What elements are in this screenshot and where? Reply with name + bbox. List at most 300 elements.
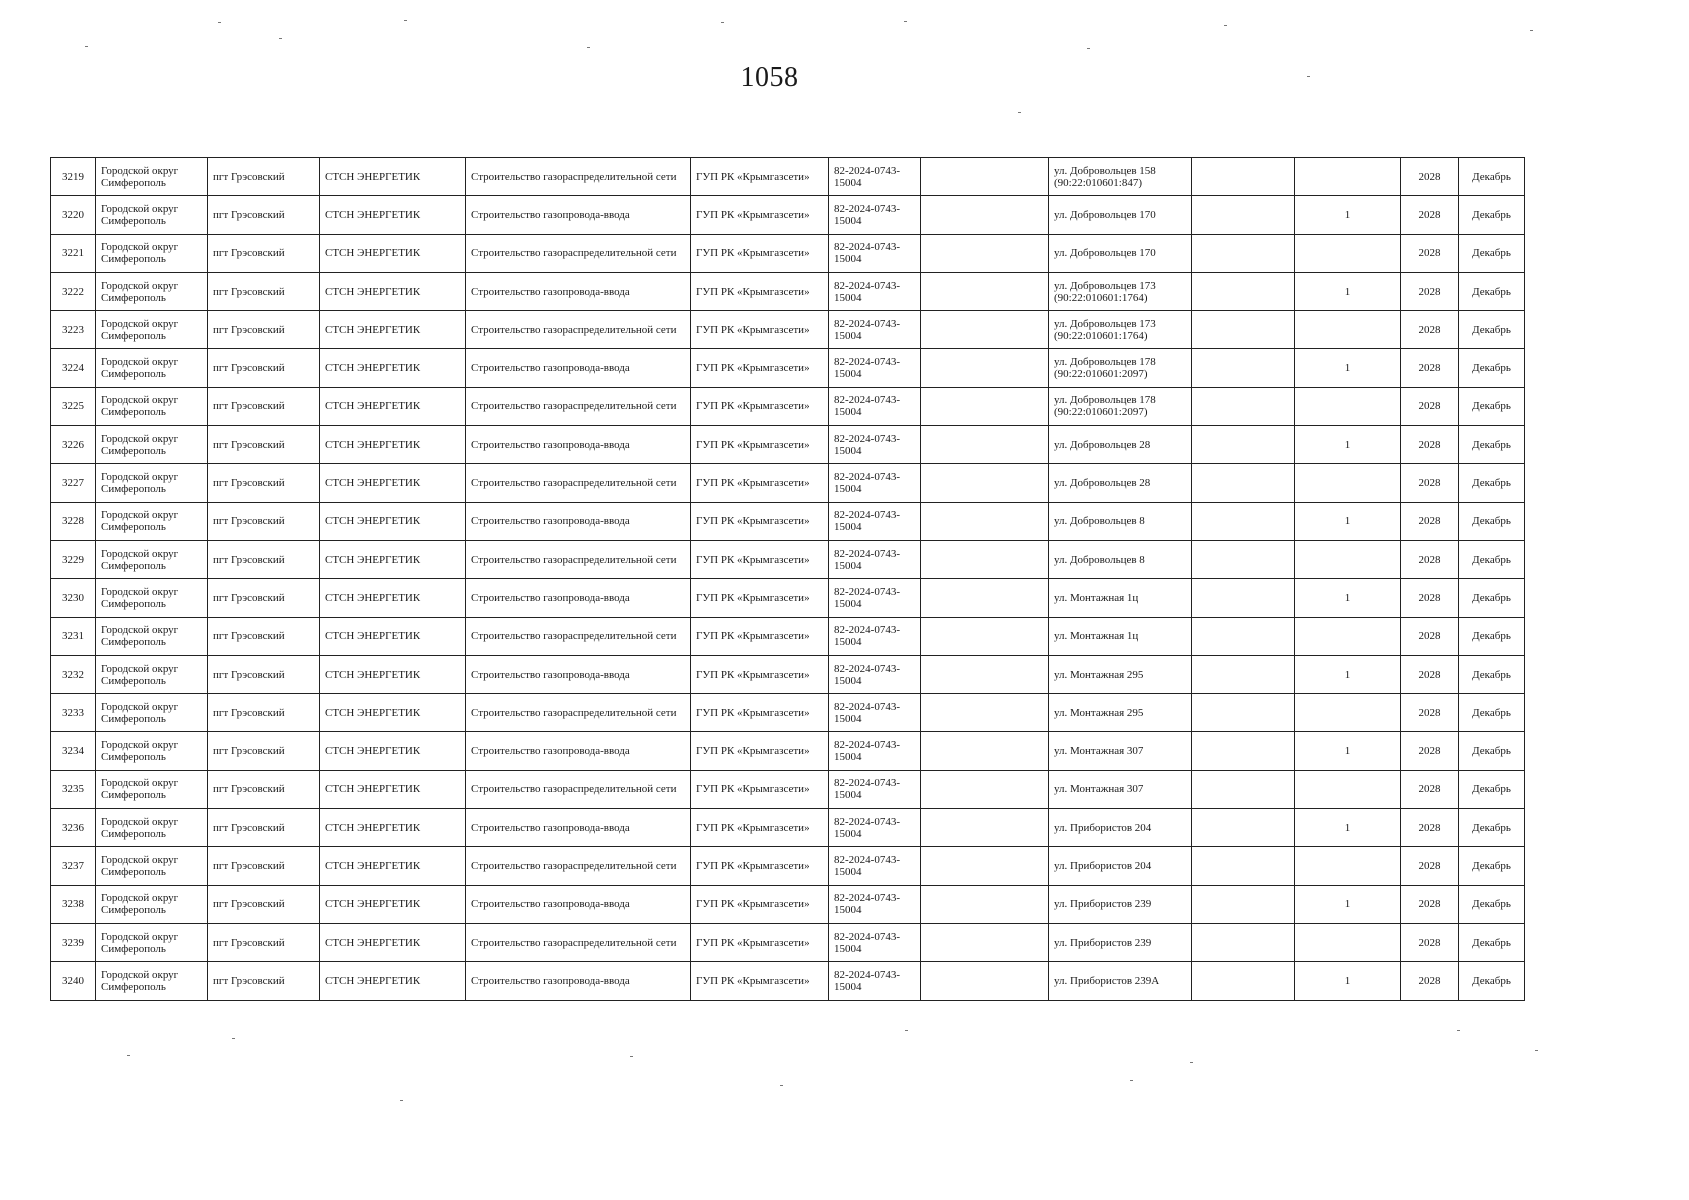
settlement-cell: пгт Грэсовский — [208, 502, 320, 540]
empty-cell — [921, 885, 1049, 923]
address-cell: ул. Монтажная 1ц — [1049, 579, 1192, 617]
scan-speck — [85, 46, 88, 47]
district-cell: Городской округ Симферополь — [96, 770, 208, 808]
work-type-cell: Строительство газопровода-ввода — [466, 349, 691, 387]
quantity-cell: 1 — [1295, 809, 1401, 847]
row-number: 3235 — [51, 770, 96, 808]
table-row — [51, 923, 1525, 961]
empty-cell — [1192, 809, 1295, 847]
settlement-cell: пгт Грэсовский — [208, 464, 320, 502]
empty-cell — [1192, 655, 1295, 693]
row-number: 3232 — [51, 655, 96, 693]
quantity-cell — [1295, 617, 1401, 655]
empty-cell — [921, 617, 1049, 655]
quantity-cell: 1 — [1295, 426, 1401, 464]
executor-cell: ГУП РК «Крымгазсети» — [691, 387, 829, 425]
empty-cell — [921, 311, 1049, 349]
executor-cell: ГУП РК «Крымгазсети» — [691, 196, 829, 234]
project-code-cell: 82-2024-0743-15004 — [829, 502, 921, 540]
settlement-cell: пгт Грэсовский — [208, 923, 320, 961]
empty-cell — [1192, 502, 1295, 540]
empty-cell — [1192, 962, 1295, 1000]
registry-table — [50, 157, 1525, 1001]
year-cell: 2028 — [1401, 962, 1459, 1000]
row-number: 3221 — [51, 234, 96, 272]
project-code-cell: 82-2024-0743-15004 — [829, 464, 921, 502]
empty-cell — [1192, 617, 1295, 655]
year-cell: 2028 — [1401, 464, 1459, 502]
district-cell: Городской округ Симферополь — [96, 426, 208, 464]
settlement-cell: пгт Грэсовский — [208, 885, 320, 923]
quantity-cell: 1 — [1295, 655, 1401, 693]
district-cell: Городской округ Симферополь — [96, 617, 208, 655]
empty-cell — [921, 962, 1049, 1000]
address-cell: ул. Монтажная 1ц — [1049, 617, 1192, 655]
quantity-cell — [1295, 464, 1401, 502]
month-cell: Декабрь — [1459, 579, 1525, 617]
executor-cell: ГУП РК «Крымгазсети» — [691, 311, 829, 349]
district-cell: Городской округ Симферополь — [96, 923, 208, 961]
executor-cell: ГУП РК «Крымгазсети» — [691, 234, 829, 272]
organization-cell: СТСН ЭНЕРГЕТИК — [320, 617, 466, 655]
district-cell: Городской округ Симферополь — [96, 579, 208, 617]
organization-cell: СТСН ЭНЕРГЕТИК — [320, 311, 466, 349]
empty-cell — [921, 809, 1049, 847]
scan-speck — [400, 1100, 403, 1101]
empty-cell — [921, 234, 1049, 272]
month-cell: Декабрь — [1459, 770, 1525, 808]
empty-cell — [1192, 732, 1295, 770]
scan-speck — [279, 38, 282, 39]
project-code-cell: 82-2024-0743-15004 — [829, 426, 921, 464]
work-type-cell: Строительство газораспределительной сети — [466, 617, 691, 655]
table-row — [51, 694, 1525, 732]
work-type-cell: Строительство газопровода-ввода — [466, 272, 691, 310]
scan-speck — [1018, 112, 1021, 113]
year-cell: 2028 — [1401, 426, 1459, 464]
row-number: 3229 — [51, 540, 96, 578]
organization-cell: СТСН ЭНЕРГЕТИК — [320, 847, 466, 885]
table-row — [51, 196, 1525, 234]
settlement-cell: пгт Грэсовский — [208, 579, 320, 617]
district-cell: Городской округ Симферополь — [96, 272, 208, 310]
table-row — [51, 579, 1525, 617]
empty-cell — [921, 464, 1049, 502]
year-cell: 2028 — [1401, 579, 1459, 617]
work-type-cell: Строительство газораспределительной сети — [466, 770, 691, 808]
quantity-cell — [1295, 847, 1401, 885]
address-cell: ул. Добровольцев 178 (90:22:010601:2097) — [1049, 387, 1192, 425]
executor-cell: ГУП РК «Крымгазсети» — [691, 158, 829, 196]
scan-speck — [630, 1056, 633, 1057]
empty-cell — [921, 770, 1049, 808]
scan-speck — [218, 22, 221, 23]
scan-speck — [1087, 48, 1090, 49]
work-type-cell: Строительство газопровода-ввода — [466, 962, 691, 1000]
empty-cell — [1192, 923, 1295, 961]
table-row — [51, 809, 1525, 847]
year-cell: 2028 — [1401, 349, 1459, 387]
district-cell: Городской округ Симферополь — [96, 158, 208, 196]
year-cell: 2028 — [1401, 923, 1459, 961]
executor-cell: ГУП РК «Крымгазсети» — [691, 885, 829, 923]
organization-cell: СТСН ЭНЕРГЕТИК — [320, 579, 466, 617]
address-cell: ул. Монтажная 295 — [1049, 655, 1192, 693]
year-cell: 2028 — [1401, 770, 1459, 808]
scan-speck — [1190, 1062, 1193, 1063]
organization-cell: СТСН ЭНЕРГЕТИК — [320, 502, 466, 540]
empty-cell — [921, 502, 1049, 540]
work-type-cell: Строительство газораспределительной сети — [466, 387, 691, 425]
year-cell: 2028 — [1401, 655, 1459, 693]
month-cell: Декабрь — [1459, 617, 1525, 655]
address-cell: ул. Прибористов 204 — [1049, 847, 1192, 885]
quantity-cell: 1 — [1295, 196, 1401, 234]
row-number: 3225 — [51, 387, 96, 425]
table-row — [51, 464, 1525, 502]
quantity-cell — [1295, 311, 1401, 349]
organization-cell: СТСН ЭНЕРГЕТИК — [320, 885, 466, 923]
project-code-cell: 82-2024-0743-15004 — [829, 158, 921, 196]
address-cell: ул. Добровольцев 173 (90:22:010601:1764) — [1049, 311, 1192, 349]
empty-cell — [1192, 464, 1295, 502]
row-number: 3220 — [51, 196, 96, 234]
empty-cell — [1192, 311, 1295, 349]
row-number: 3239 — [51, 923, 96, 961]
empty-cell — [921, 158, 1049, 196]
settlement-cell: пгт Грэсовский — [208, 349, 320, 387]
settlement-cell: пгт Грэсовский — [208, 847, 320, 885]
work-type-cell: Строительство газораспределительной сети — [466, 847, 691, 885]
address-cell: ул. Добровольцев 28 — [1049, 426, 1192, 464]
empty-cell — [1192, 579, 1295, 617]
scan-speck — [904, 21, 907, 22]
work-type-cell: Строительство газораспределительной сети — [466, 694, 691, 732]
month-cell: Декабрь — [1459, 502, 1525, 540]
address-cell: ул. Прибористов 239 — [1049, 885, 1192, 923]
quantity-cell — [1295, 234, 1401, 272]
settlement-cell: пгт Грэсовский — [208, 655, 320, 693]
settlement-cell: пгт Грэсовский — [208, 617, 320, 655]
row-number: 3223 — [51, 311, 96, 349]
project-code-cell: 82-2024-0743-15004 — [829, 655, 921, 693]
month-cell: Декабрь — [1459, 923, 1525, 961]
district-cell: Городской округ Симферополь — [96, 885, 208, 923]
district-cell: Городской округ Симферополь — [96, 809, 208, 847]
quantity-cell: 1 — [1295, 732, 1401, 770]
executor-cell: ГУП РК «Крымгазсети» — [691, 464, 829, 502]
row-number: 3224 — [51, 349, 96, 387]
project-code-cell: 82-2024-0743-15004 — [829, 311, 921, 349]
address-cell: ул. Добровольцев 8 — [1049, 540, 1192, 578]
quantity-cell: 1 — [1295, 272, 1401, 310]
row-number: 3231 — [51, 617, 96, 655]
empty-cell — [1192, 847, 1295, 885]
month-cell: Декабрь — [1459, 962, 1525, 1000]
settlement-cell: пгт Грэсовский — [208, 770, 320, 808]
empty-cell — [1192, 540, 1295, 578]
row-number: 3219 — [51, 158, 96, 196]
month-cell: Декабрь — [1459, 426, 1525, 464]
quantity-cell — [1295, 694, 1401, 732]
address-cell: ул. Добровольцев 170 — [1049, 196, 1192, 234]
district-cell: Городской округ Симферополь — [96, 655, 208, 693]
year-cell: 2028 — [1401, 272, 1459, 310]
district-cell: Городской округ Симферополь — [96, 234, 208, 272]
project-code-cell: 82-2024-0743-15004 — [829, 809, 921, 847]
month-cell: Декабрь — [1459, 732, 1525, 770]
quantity-cell: 1 — [1295, 579, 1401, 617]
empty-cell — [921, 272, 1049, 310]
address-cell: ул. Прибористов 204 — [1049, 809, 1192, 847]
year-cell: 2028 — [1401, 809, 1459, 847]
table-row — [51, 770, 1525, 808]
settlement-cell: пгт Грэсовский — [208, 426, 320, 464]
table-row — [51, 962, 1525, 1000]
organization-cell: СТСН ЭНЕРГЕТИК — [320, 655, 466, 693]
quantity-cell — [1295, 923, 1401, 961]
month-cell: Декабрь — [1459, 387, 1525, 425]
scan-speck — [1307, 76, 1310, 77]
scan-speck — [1130, 1080, 1133, 1081]
project-code-cell: 82-2024-0743-15004 — [829, 732, 921, 770]
year-cell: 2028 — [1401, 885, 1459, 923]
scan-speck — [587, 47, 590, 48]
executor-cell: ГУП РК «Крымгазсети» — [691, 770, 829, 808]
organization-cell: СТСН ЭНЕРГЕТИК — [320, 387, 466, 425]
empty-cell — [1192, 770, 1295, 808]
settlement-cell: пгт Грэсовский — [208, 196, 320, 234]
registry-table-container — [50, 157, 1524, 1001]
table-row — [51, 617, 1525, 655]
year-cell: 2028 — [1401, 540, 1459, 578]
table-row — [51, 847, 1525, 885]
settlement-cell: пгт Грэсовский — [208, 387, 320, 425]
month-cell: Декабрь — [1459, 847, 1525, 885]
project-code-cell: 82-2024-0743-15004 — [829, 272, 921, 310]
page-number: 1058 — [740, 62, 799, 93]
scan-speck — [1457, 1030, 1460, 1031]
address-cell: ул. Прибористов 239 — [1049, 923, 1192, 961]
scan-speck — [780, 1085, 783, 1086]
executor-cell: ГУП РК «Крымгазсети» — [691, 272, 829, 310]
address-cell: ул. Добровольцев 170 — [1049, 234, 1192, 272]
project-code-cell: 82-2024-0743-15004 — [829, 349, 921, 387]
scan-speck — [905, 1030, 908, 1031]
district-cell: Городской округ Симферополь — [96, 847, 208, 885]
settlement-cell: пгт Грэсовский — [208, 272, 320, 310]
year-cell: 2028 — [1401, 847, 1459, 885]
organization-cell: СТСН ЭНЕРГЕТИК — [320, 923, 466, 961]
district-cell: Городской округ Симферополь — [96, 540, 208, 578]
organization-cell: СТСН ЭНЕРГЕТИК — [320, 809, 466, 847]
district-cell: Городской округ Симферополь — [96, 387, 208, 425]
table-row — [51, 387, 1525, 425]
executor-cell: ГУП РК «Крымгазсети» — [691, 579, 829, 617]
month-cell: Декабрь — [1459, 311, 1525, 349]
month-cell: Декабрь — [1459, 694, 1525, 732]
table-row — [51, 311, 1525, 349]
organization-cell: СТСН ЭНЕРГЕТИК — [320, 272, 466, 310]
month-cell: Декабрь — [1459, 158, 1525, 196]
address-cell: ул. Прибористов 239А — [1049, 962, 1192, 1000]
scan-speck — [1530, 30, 1533, 31]
empty-cell — [921, 923, 1049, 961]
year-cell: 2028 — [1401, 311, 1459, 349]
project-code-cell: 82-2024-0743-15004 — [829, 387, 921, 425]
row-number: 3236 — [51, 809, 96, 847]
work-type-cell: Строительство газопровода-ввода — [466, 502, 691, 540]
year-cell: 2028 — [1401, 234, 1459, 272]
work-type-cell: Строительство газораспределительной сети — [466, 311, 691, 349]
work-type-cell: Строительство газораспределительной сети — [466, 234, 691, 272]
work-type-cell: Строительство газопровода-ввода — [466, 426, 691, 464]
executor-cell: ГУП РК «Крымгазсети» — [691, 502, 829, 540]
month-cell: Декабрь — [1459, 809, 1525, 847]
address-cell: ул. Монтажная 307 — [1049, 732, 1192, 770]
empty-cell — [1192, 426, 1295, 464]
month-cell: Декабрь — [1459, 540, 1525, 578]
settlement-cell: пгт Грэсовский — [208, 311, 320, 349]
district-cell: Городской округ Симферополь — [96, 464, 208, 502]
work-type-cell: Строительство газопровода-ввода — [466, 655, 691, 693]
year-cell: 2028 — [1401, 502, 1459, 540]
empty-cell — [1192, 387, 1295, 425]
settlement-cell: пгт Грэсовский — [208, 158, 320, 196]
organization-cell: СТСН ЭНЕРГЕТИК — [320, 962, 466, 1000]
work-type-cell: Строительство газопровода-ввода — [466, 809, 691, 847]
empty-cell — [921, 540, 1049, 578]
address-cell: ул. Добровольцев 173 (90:22:010601:1764) — [1049, 272, 1192, 310]
work-type-cell: Строительство газопровода-ввода — [466, 196, 691, 234]
work-type-cell: Строительство газораспределительной сети — [466, 540, 691, 578]
empty-cell — [921, 387, 1049, 425]
table-row — [51, 349, 1525, 387]
scan-speck — [1535, 1050, 1538, 1051]
empty-cell — [921, 847, 1049, 885]
project-code-cell: 82-2024-0743-15004 — [829, 579, 921, 617]
table-row — [51, 272, 1525, 310]
month-cell: Декабрь — [1459, 464, 1525, 502]
organization-cell: СТСН ЭНЕРГЕТИК — [320, 426, 466, 464]
address-cell: ул. Добровольцев 158 (90:22:010601:847) — [1049, 158, 1192, 196]
executor-cell: ГУП РК «Крымгазсети» — [691, 732, 829, 770]
work-type-cell: Строительство газопровода-ввода — [466, 579, 691, 617]
table-row — [51, 502, 1525, 540]
work-type-cell: Строительство газопровода-ввода — [466, 885, 691, 923]
empty-cell — [1192, 885, 1295, 923]
empty-cell — [1192, 349, 1295, 387]
address-cell: ул. Добровольцев 178 (90:22:010601:2097) — [1049, 349, 1192, 387]
month-cell: Декабрь — [1459, 234, 1525, 272]
project-code-cell: 82-2024-0743-15004 — [829, 847, 921, 885]
empty-cell — [1192, 158, 1295, 196]
year-cell: 2028 — [1401, 158, 1459, 196]
organization-cell: СТСН ЭНЕРГЕТИК — [320, 770, 466, 808]
row-number: 3240 — [51, 962, 96, 1000]
quantity-cell: 1 — [1295, 962, 1401, 1000]
settlement-cell: пгт Грэсовский — [208, 540, 320, 578]
organization-cell: СТСН ЭНЕРГЕТИК — [320, 732, 466, 770]
empty-cell — [1192, 694, 1295, 732]
work-type-cell: Строительство газораспределительной сети — [466, 464, 691, 502]
scan-speck — [721, 22, 724, 23]
table-row — [51, 234, 1525, 272]
project-code-cell: 82-2024-0743-15004 — [829, 540, 921, 578]
year-cell: 2028 — [1401, 732, 1459, 770]
year-cell: 2028 — [1401, 196, 1459, 234]
project-code-cell: 82-2024-0743-15004 — [829, 234, 921, 272]
row-number: 3228 — [51, 502, 96, 540]
settlement-cell: пгт Грэсовский — [208, 962, 320, 1000]
empty-cell — [921, 196, 1049, 234]
scan-speck — [232, 1038, 235, 1039]
year-cell: 2028 — [1401, 617, 1459, 655]
quantity-cell: 1 — [1295, 502, 1401, 540]
executor-cell: ГУП РК «Крымгазсети» — [691, 923, 829, 961]
district-cell: Городской округ Симферополь — [96, 732, 208, 770]
settlement-cell: пгт Грэсовский — [208, 809, 320, 847]
district-cell: Городской округ Симферополь — [96, 196, 208, 234]
table-row — [51, 732, 1525, 770]
organization-cell: СТСН ЭНЕРГЕТИК — [320, 196, 466, 234]
empty-cell — [921, 732, 1049, 770]
address-cell: ул. Монтажная 307 — [1049, 770, 1192, 808]
row-number: 3222 — [51, 272, 96, 310]
executor-cell: ГУП РК «Крымгазсети» — [691, 540, 829, 578]
district-cell: Городской округ Симферополь — [96, 349, 208, 387]
month-cell: Декабрь — [1459, 272, 1525, 310]
district-cell: Городской округ Симферополь — [96, 311, 208, 349]
work-type-cell: Строительство газораспределительной сети — [466, 158, 691, 196]
executor-cell: ГУП РК «Крымгазсети» — [691, 847, 829, 885]
table-row — [51, 158, 1525, 196]
address-cell: ул. Добровольцев 28 — [1049, 464, 1192, 502]
organization-cell: СТСН ЭНЕРГЕТИК — [320, 540, 466, 578]
table-row — [51, 655, 1525, 693]
quantity-cell — [1295, 770, 1401, 808]
project-code-cell: 82-2024-0743-15004 — [829, 617, 921, 655]
organization-cell: СТСН ЭНЕРГЕТИК — [320, 349, 466, 387]
row-number: 3233 — [51, 694, 96, 732]
scan-speck — [127, 1055, 130, 1056]
project-code-cell: 82-2024-0743-15004 — [829, 885, 921, 923]
empty-cell — [921, 655, 1049, 693]
row-number: 3237 — [51, 847, 96, 885]
table-row — [51, 426, 1525, 464]
table-row — [51, 885, 1525, 923]
month-cell: Декабрь — [1459, 196, 1525, 234]
executor-cell: ГУП РК «Крымгазсети» — [691, 426, 829, 464]
quantity-cell: 1 — [1295, 885, 1401, 923]
empty-cell — [1192, 234, 1295, 272]
year-cell: 2028 — [1401, 694, 1459, 732]
executor-cell: ГУП РК «Крымгазсети» — [691, 617, 829, 655]
table-body — [51, 158, 1525, 1001]
project-code-cell: 82-2024-0743-15004 — [829, 962, 921, 1000]
empty-cell — [921, 694, 1049, 732]
empty-cell — [1192, 196, 1295, 234]
year-cell: 2028 — [1401, 387, 1459, 425]
empty-cell — [921, 426, 1049, 464]
scan-speck — [1224, 25, 1227, 26]
quantity-cell — [1295, 540, 1401, 578]
quantity-cell — [1295, 387, 1401, 425]
row-number: 3234 — [51, 732, 96, 770]
work-type-cell: Строительство газораспределительной сети — [466, 923, 691, 961]
row-number: 3238 — [51, 885, 96, 923]
executor-cell: ГУП РК «Крымгазсети» — [691, 655, 829, 693]
